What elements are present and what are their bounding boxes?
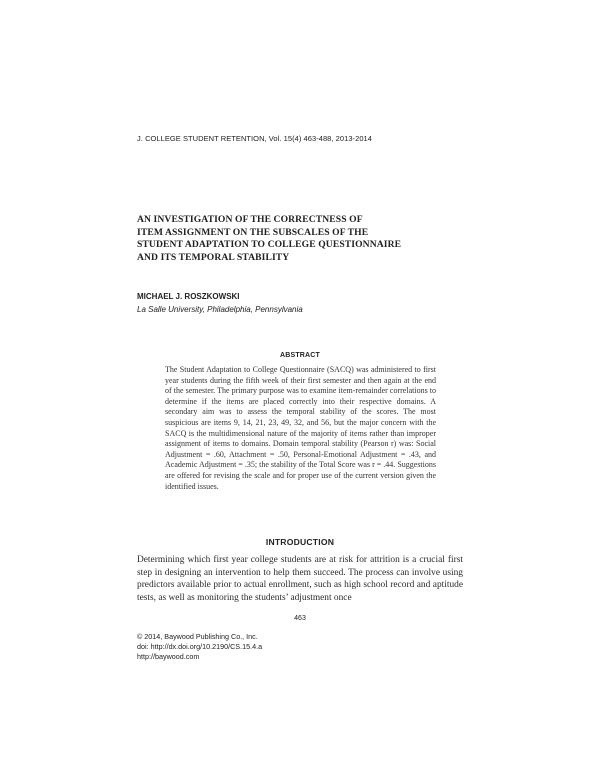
abstract-heading: ABSTRACT	[279, 352, 321, 359]
doi-link[interactable]: doi: http://dx.doi.org/10.2190/CS.15.4.a	[137, 642, 263, 651]
journal-header: J. COLLEGE STUDENT RETENTION, Vol. 15(4) 463-488, 2013-2014	[137, 134, 372, 143]
page-number: 463	[294, 615, 306, 622]
title-line: AND ITS TEMPORAL STABILITY	[137, 251, 290, 263]
title-line: ITEM ASSIGNMENT ON THE SUBSCALES OF THE	[137, 226, 369, 238]
title-line: STUDENT ADAPTATION TO COLLEGE QUESTIONNAIRE	[137, 239, 402, 250]
copyright-line: © 2014, Baywood Publishing Co., Inc.	[137, 632, 258, 641]
publisher-link[interactable]: http://baywood.com	[137, 652, 200, 661]
abstract-text: The Student Adaptation to College Questionnaire (SACQ) was administered to first year students during the fifth week of their first semester and then again at the end of the semester. The primary purpose was to examine item-remainder correlations to determine if the items are placed correctly into their respective domains. A secondary aim was to assess the temporal stability of the scores. The most suspicious are items 9, 14, 21, 23, 49, 32, and 56, but the major concern with the SACQ is the multidimensional nature of the majority of items rather than improper assignment of items to domains. Domain temporal stability (Pearson r) was: Social Adjustment = .60, Attachment = .50, Personal-Emotional Adjustment = .43, and Academic Adjustment = .35; the stability of the Total Score was r = .44. Suggestions are offered for revising the scale and for proper use of the current version given the identified issues.	[165, 365, 436, 491]
author-name: MICHAEL J. ROSZKOWSKI	[137, 292, 240, 301]
paper-title	[137, 214, 477, 264]
introduction-heading: INTRODUCTION	[265, 537, 335, 547]
introduction-text: Determining which first year college students are at risk for attrition is a crucial first step in designing an intervention to help them succeed. The process can involve using predictors available prior to actual enrollment, such as high school record and aptitude tests, as well as monitoring the students’ adjustment once	[137, 555, 463, 603]
title-line: AN INVESTIGATION OF THE CORRECTNESS OF	[137, 214, 363, 225]
page-footer	[137, 632, 262, 662]
author-affiliation: La Salle University, Philadelphia, Pennsylvania	[137, 305, 303, 314]
